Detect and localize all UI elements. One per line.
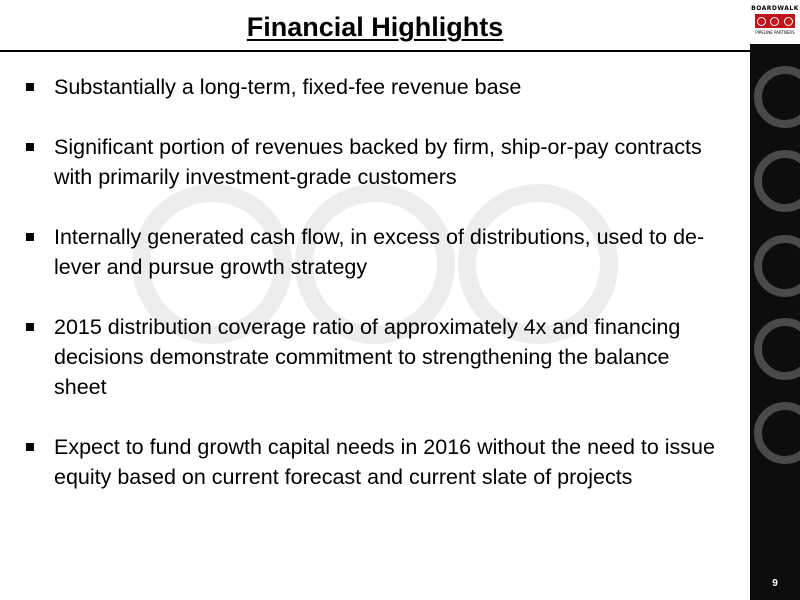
square-bullet-icon [26, 143, 34, 151]
bullet-text: 2015 distribution coverage ratio of approximately 4x and financing decisions demonstrate commitment to strengthening the balance sheet [54, 315, 681, 399]
slide-title: Financial Highlights [246, 12, 504, 42]
ring-icon [757, 17, 766, 26]
ring-icon [770, 17, 779, 26]
strip-ring-icon [754, 150, 800, 212]
title-bar [0, 0, 750, 52]
logo-name: BOARDWALK [751, 5, 799, 12]
strip-ring-icon [754, 402, 800, 464]
square-bullet-icon [26, 323, 34, 331]
bullet-text: Significant portion of revenues backed by firm, ship-or-pay contracts with primarily investment-grade customers [54, 135, 702, 189]
strip-ring-icon [754, 318, 800, 380]
bullet-list [24, 72, 724, 522]
square-bullet-icon [26, 83, 34, 91]
strip-ring-icon [754, 66, 800, 128]
strip-ring-icon [754, 235, 800, 297]
logo-rings-icon [755, 14, 795, 28]
bullet-item [24, 432, 724, 492]
side-strip [750, 0, 800, 600]
bullet-text: Internally generated cash flow, in excess of distributions, used to de-lever and pursue growth strategy [54, 225, 705, 279]
square-bullet-icon [26, 443, 34, 451]
company-logo [750, 0, 800, 44]
ring-icon [784, 17, 793, 26]
title-divider [0, 50, 750, 52]
logo-subtitle: PIPELINE PARTNERS [755, 30, 795, 35]
bullet-text: Substantially a long-term, fixed-fee revenue base [54, 75, 522, 99]
square-bullet-icon [26, 233, 34, 241]
bullet-item [24, 222, 724, 282]
page-number: 9 [772, 578, 778, 589]
bullet-item [24, 72, 724, 102]
bullet-item [24, 312, 724, 402]
bullet-item [24, 132, 724, 192]
bullet-text: Expect to fund growth capital needs in 2016 without the need to issue equity based on current forecast and current slate of projects [54, 435, 715, 489]
